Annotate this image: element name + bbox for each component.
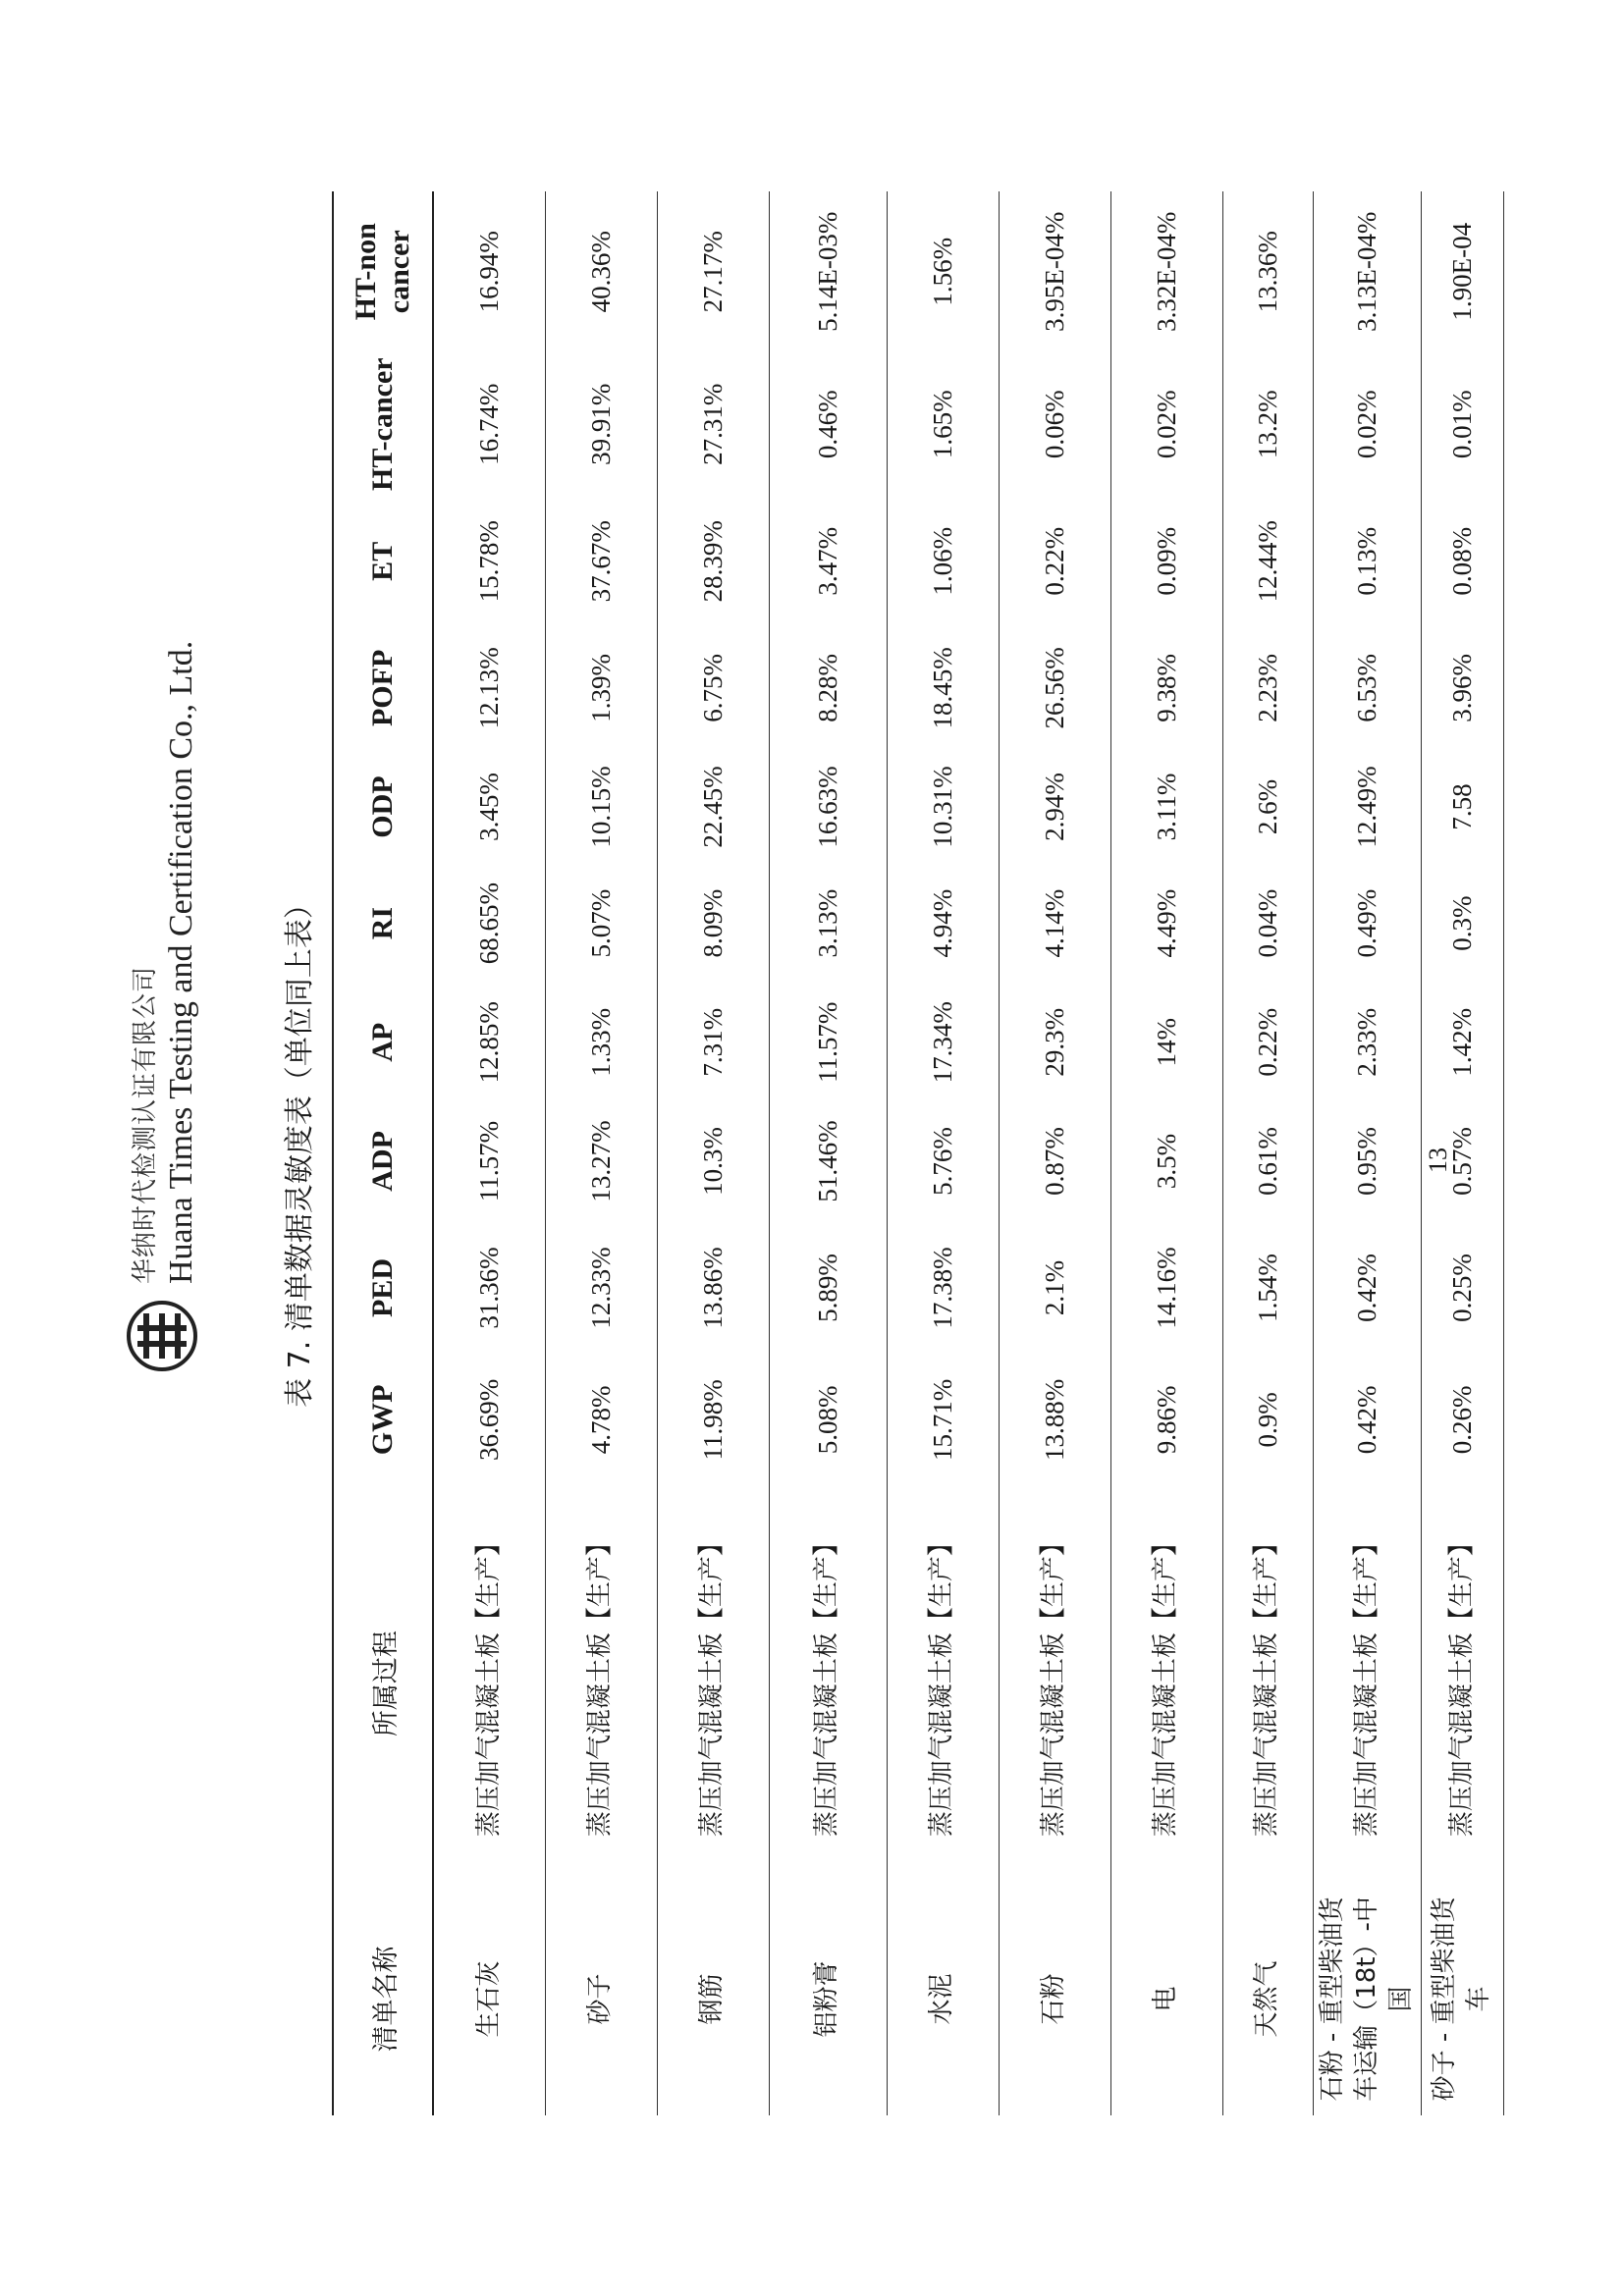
value-cell: 1.90E-04 (1421, 191, 1503, 351)
value-cell: 2.1% (999, 1221, 1110, 1356)
value-cell: 3.5% (1110, 1101, 1222, 1220)
process-cell: 蒸压加气混凝土板【生产】 (1222, 1484, 1313, 1883)
value-cell: 0.26% (1421, 1356, 1503, 1485)
page-header (98, 589, 226, 1374)
value-cell: 13.2% (1222, 351, 1313, 497)
column-header: 清单名称 (333, 1883, 433, 2115)
table-row (999, 191, 1110, 2115)
value-cell: 17.38% (887, 1221, 999, 1356)
value-cell: 0.22% (1222, 983, 1313, 1101)
process-cell: 蒸压加气混凝土板【生产】 (999, 1484, 1110, 1883)
value-cell: 12.49% (1313, 750, 1421, 864)
value-cell: 13.86% (657, 1221, 769, 1356)
value-cell: 8.09% (657, 864, 769, 983)
value-cell: 3.13% (769, 864, 887, 983)
value-cell: 4.78% (545, 1356, 657, 1485)
inventory-name-cell: 砂子 - 重型柴油货车 (1421, 1883, 1503, 2115)
value-cell: 8.28% (769, 626, 887, 750)
process-cell: 蒸压加气混凝土板【生产】 (1421, 1484, 1503, 1883)
column-header: ET (333, 497, 433, 626)
process-cell: 蒸压加气混凝土板【生产】 (1313, 1484, 1421, 1883)
value-cell: 10.3% (657, 1101, 769, 1220)
column-header: RI (333, 864, 433, 983)
value-cell: 0.9% (1222, 1356, 1313, 1485)
value-cell: 3.13E-04% (1313, 191, 1421, 351)
value-cell: 13.27% (545, 1101, 657, 1220)
column-header: ADP (333, 1101, 433, 1220)
value-cell: 0.42% (1313, 1221, 1421, 1356)
value-cell: 1.54% (1222, 1221, 1313, 1356)
value-cell: 22.45% (657, 750, 769, 864)
table-caption: 表 7. 清单数据灵敏度表（单位同上表） (283, 889, 317, 1408)
company-name-cn: 华纳时代检测认证有限公司 (130, 965, 160, 1284)
value-cell: 1.42% (1421, 983, 1503, 1101)
value-cell: 39.91% (545, 351, 657, 497)
value-cell: 5.89% (769, 1221, 887, 1356)
value-cell: 0.02% (1313, 351, 1421, 497)
value-cell: 16.94% (433, 191, 545, 351)
sensitivity-table (332, 191, 1504, 2115)
value-cell: 0.13% (1313, 497, 1421, 626)
table-row (1222, 191, 1313, 2115)
inventory-name-cell: 砂子 (545, 1883, 657, 2115)
table-row (769, 191, 887, 2115)
value-cell: 1.06% (887, 497, 999, 626)
value-cell: 13.88% (999, 1356, 1110, 1485)
value-cell: 6.75% (657, 626, 769, 750)
value-cell: 1.33% (545, 983, 657, 1101)
value-cell: 31.36% (433, 1221, 545, 1356)
value-cell: 5.07% (545, 864, 657, 983)
table-row (1110, 191, 1222, 2115)
value-cell: 0.08% (1421, 497, 1503, 626)
table-row (433, 191, 545, 2115)
value-cell: 12.44% (1222, 497, 1313, 626)
value-cell: 0.49% (1313, 864, 1421, 983)
inventory-name-cell: 电 (1110, 1883, 1222, 2115)
value-cell: 15.78% (433, 497, 545, 626)
value-cell: 0.01% (1421, 351, 1503, 497)
process-cell: 蒸压加气混凝土板【生产】 (769, 1484, 887, 1883)
value-cell: 0.57% (1421, 1101, 1503, 1220)
column-header: POFP (333, 626, 433, 750)
value-cell: 14% (1110, 983, 1222, 1101)
value-cell: 3.45% (433, 750, 545, 864)
value-cell: 0.25% (1421, 1221, 1503, 1356)
value-cell: 4.49% (1110, 864, 1222, 983)
value-cell: 3.47% (769, 497, 887, 626)
value-cell: 0.02% (1110, 351, 1222, 497)
value-cell: 15.71% (887, 1356, 999, 1485)
table-row (545, 191, 657, 2115)
value-cell: 0.46% (769, 351, 887, 497)
value-cell: 2.33% (1313, 983, 1421, 1101)
inventory-name-cell: 钢筋 (657, 1883, 769, 2115)
table-header-row (333, 191, 433, 2115)
value-cell: 3.95E-04% (999, 191, 1110, 351)
value-cell: 2.23% (1222, 626, 1313, 750)
value-cell: 0.22% (999, 497, 1110, 626)
value-cell: 27.31% (657, 351, 769, 497)
table-row (887, 191, 999, 2115)
process-cell: 蒸压加气混凝土板【生产】 (433, 1484, 545, 1883)
value-cell: 7.58 (1421, 750, 1503, 864)
column-header: ODP (333, 750, 433, 864)
table-body (433, 191, 1503, 2115)
inventory-name-cell: 水泥 (887, 1883, 999, 2115)
company-name-en: Huana Times Testing and Certification Co., Ltd. (162, 640, 199, 1284)
value-cell: 5.76% (887, 1101, 999, 1220)
value-cell: 1.65% (887, 351, 999, 497)
value-cell: 0.87% (999, 1101, 1110, 1220)
column-header: HT-cancer (333, 351, 433, 497)
value-cell: 37.67% (545, 497, 657, 626)
table-row (1313, 191, 1421, 2115)
value-cell: 26.56% (999, 626, 1110, 750)
value-cell: 40.36% (545, 191, 657, 351)
process-cell: 蒸压加气混凝土板【生产】 (657, 1484, 769, 1883)
value-cell: 68.65% (433, 864, 545, 983)
inventory-name-cell: 铝粉膏 (769, 1883, 887, 2115)
value-cell: 12.33% (545, 1221, 657, 1356)
value-cell: 11.57% (769, 983, 887, 1101)
value-cell: 14.16% (1110, 1221, 1222, 1356)
inventory-name-cell: 石粉 (999, 1883, 1110, 2115)
inventory-name-cell: 天然气 (1222, 1883, 1313, 2115)
value-cell: 5.14E-03% (769, 191, 887, 351)
value-cell: 4.14% (999, 864, 1110, 983)
column-header: AP (333, 983, 433, 1101)
value-cell: 0.09% (1110, 497, 1222, 626)
value-cell: 0.3% (1421, 864, 1503, 983)
table-row (657, 191, 769, 2115)
value-cell: 7.31% (657, 983, 769, 1101)
value-cell: 11.57% (433, 1101, 545, 1220)
value-cell: 16.74% (433, 351, 545, 497)
value-cell: 1.39% (545, 626, 657, 750)
value-cell: 36.69% (433, 1356, 545, 1485)
value-cell: 12.13% (433, 626, 545, 750)
value-cell: 0.06% (999, 351, 1110, 497)
value-cell: 0.04% (1222, 864, 1313, 983)
value-cell: 10.15% (545, 750, 657, 864)
value-cell: 13.36% (1222, 191, 1313, 351)
value-cell: 1.56% (887, 191, 999, 351)
value-cell: 27.17% (657, 191, 769, 351)
value-cell: 10.31% (887, 750, 999, 864)
value-cell: 5.08% (769, 1356, 887, 1485)
value-cell: 28.39% (657, 497, 769, 626)
value-cell: 3.96% (1421, 626, 1503, 750)
value-cell: 29.3% (999, 983, 1110, 1101)
column-header: HT-non cancer (333, 191, 433, 351)
column-header: GWP (333, 1356, 433, 1485)
value-cell: 12.85% (433, 983, 545, 1101)
value-cell: 11.98% (657, 1356, 769, 1485)
value-cell: 18.45% (887, 626, 999, 750)
process-cell: 蒸压加气混凝土板【生产】 (545, 1484, 657, 1883)
value-cell: 6.53% (1313, 626, 1421, 750)
process-cell: 蒸压加气混凝土板【生产】 (1110, 1484, 1222, 1883)
inventory-name-cell: 生石灰 (433, 1883, 545, 2115)
value-cell: 3.32E-04% (1110, 191, 1222, 351)
value-cell: 16.63% (769, 750, 887, 864)
value-cell: 0.42% (1313, 1356, 1421, 1485)
process-cell: 蒸压加气混凝土板【生产】 (887, 1484, 999, 1883)
column-header: PED (333, 1221, 433, 1356)
company-name-block (125, 641, 200, 1284)
value-cell: 51.46% (769, 1101, 887, 1220)
company-logo-icon (124, 1298, 200, 1374)
rotated-table-section (275, 167, 1494, 2130)
value-cell: 4.94% (887, 864, 999, 983)
value-cell: 9.86% (1110, 1356, 1222, 1485)
inventory-name-cell: 石粉 - 重型柴油货车运输（18t）-中国 (1313, 1883, 1421, 2115)
value-cell: 0.95% (1313, 1101, 1421, 1220)
value-cell: 9.38% (1110, 626, 1222, 750)
value-cell: 17.34% (887, 983, 999, 1101)
value-cell: 3.11% (1110, 750, 1222, 864)
value-cell: 2.6% (1222, 750, 1313, 864)
page-number: 13 (1424, 1148, 1452, 1173)
column-header: 所属过程 (333, 1484, 433, 1883)
value-cell: 2.94% (999, 750, 1110, 864)
value-cell: 0.61% (1222, 1101, 1313, 1220)
